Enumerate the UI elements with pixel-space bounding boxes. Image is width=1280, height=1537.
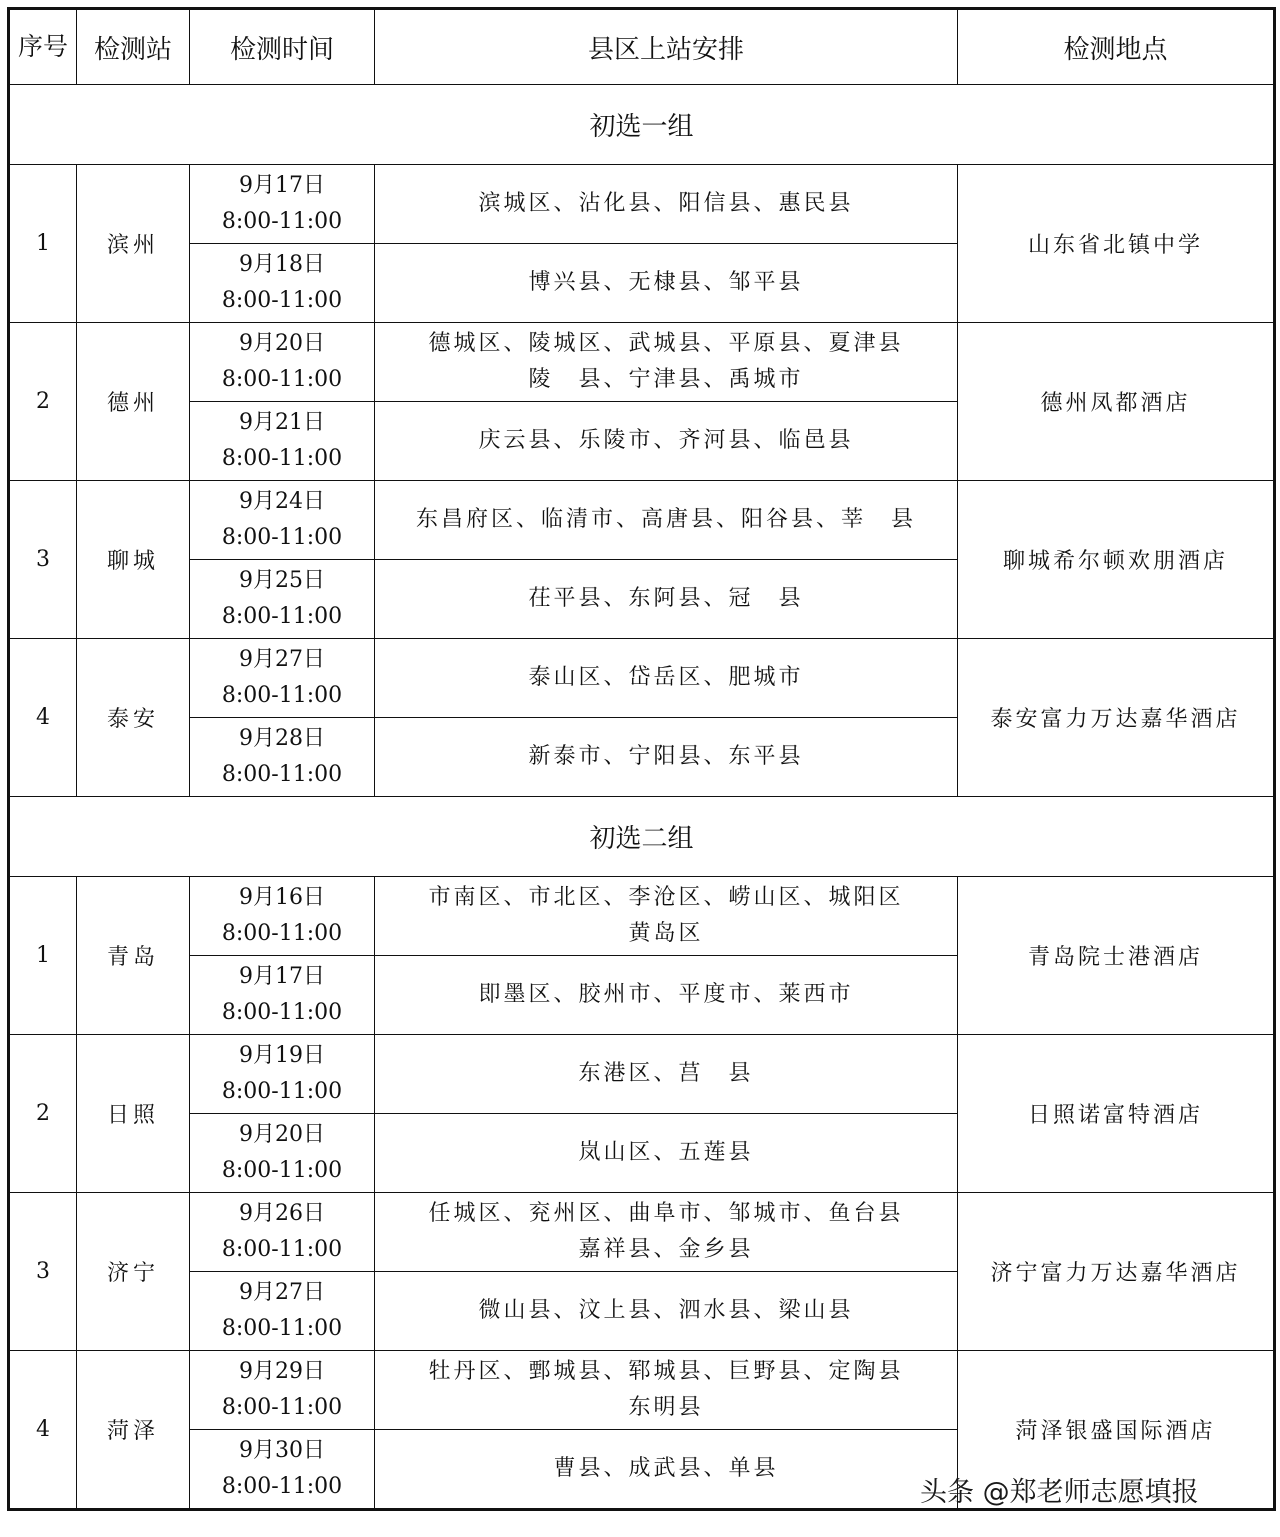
test-date: 9月28日 — [239, 726, 325, 751]
test-hours: 8:00-11:00 — [221, 683, 343, 708]
time-cell — [190, 1430, 375, 1510]
counties-cell — [375, 1114, 958, 1193]
county-line: 黄岛区 — [628, 921, 704, 946]
test-location: 泰安富力万达嘉华酒店 — [958, 639, 1275, 797]
counties-cell — [375, 481, 958, 560]
test-date: 9月16日 — [239, 885, 325, 910]
table-row — [9, 1351, 1275, 1430]
test-location: 山东省北镇中学 — [958, 165, 1275, 323]
header-seq: 序号 — [9, 9, 77, 85]
test-location: 日照诺富特酒店 — [958, 1035, 1275, 1193]
station-number: 4 — [9, 1351, 77, 1510]
schedule-body — [9, 85, 1275, 1510]
county-line: 茌平县、东阿县、冠 县 — [528, 586, 804, 611]
counties-cell — [375, 877, 958, 956]
test-hours: 8:00-11:00 — [221, 1000, 343, 1025]
time-cell — [190, 718, 375, 797]
test-date: 9月17日 — [239, 964, 325, 989]
test-hours: 8:00-11:00 — [221, 1079, 343, 1104]
test-location: 济宁富力万达嘉华酒店 — [958, 1193, 1275, 1351]
station-number: 2 — [9, 323, 77, 481]
group-row — [9, 85, 1275, 165]
test-hours: 8:00-11:00 — [221, 1395, 343, 1420]
station-name: 泰安 — [77, 639, 190, 797]
test-hours: 8:00-11:00 — [221, 367, 343, 392]
counties-cell — [375, 1272, 958, 1351]
counties-cell — [375, 402, 958, 481]
test-hours: 8:00-11:00 — [221, 1474, 343, 1499]
table-row — [9, 639, 1275, 718]
table-row — [9, 1035, 1275, 1114]
counties-cell — [375, 1351, 958, 1430]
time-cell — [190, 481, 375, 560]
county-line: 新泰市、宁阳县、东平县 — [528, 744, 804, 769]
time-cell — [190, 402, 375, 481]
counties-cell — [375, 956, 958, 1035]
header-station: 检测站 — [77, 9, 190, 85]
county-line: 东昌府区、临清市、高唐县、阳谷县、莘 县 — [415, 507, 916, 532]
test-hours: 8:00-11:00 — [221, 762, 343, 787]
table-row — [9, 323, 1275, 402]
time-cell — [190, 956, 375, 1035]
test-date: 9月30日 — [239, 1438, 325, 1463]
table-row — [9, 877, 1275, 956]
county-line: 微山县、汶上县、泗水县、梁山县 — [478, 1298, 854, 1323]
time-cell — [190, 1114, 375, 1193]
county-line: 曹县、成武县、单县 — [553, 1456, 779, 1481]
county-line: 市南区、市北区、李沧区、崂山区、城阳区 — [428, 885, 904, 910]
counties-cell — [375, 165, 958, 244]
station-number: 1 — [9, 165, 77, 323]
county-line: 博兴县、无棣县、邹平县 — [528, 270, 804, 295]
counties-cell — [375, 1193, 958, 1272]
time-cell — [190, 1035, 375, 1114]
test-hours: 8:00-11:00 — [221, 446, 343, 471]
county-line: 岚山区、五莲县 — [578, 1140, 754, 1165]
county-line: 德城区、陵城区、武城县、平原县、夏津县 — [428, 331, 904, 356]
test-date: 9月20日 — [239, 1122, 325, 1147]
station-name: 日照 — [77, 1035, 190, 1193]
test-hours: 8:00-11:00 — [221, 209, 343, 234]
county-line: 滨城区、沾化县、阳信县、惠民县 — [478, 191, 854, 216]
county-line: 东明县 — [628, 1395, 704, 1420]
time-cell — [190, 1272, 375, 1351]
schedule-table — [7, 7, 1276, 1511]
station-number: 3 — [9, 1193, 77, 1351]
test-date: 9月27日 — [239, 647, 325, 672]
counties-cell — [375, 718, 958, 797]
time-cell — [190, 323, 375, 402]
time-cell — [190, 1351, 375, 1430]
group-title: 初选二组 — [9, 797, 1275, 877]
test-date: 9月24日 — [239, 489, 325, 514]
header-row — [9, 9, 1275, 85]
time-cell — [190, 1193, 375, 1272]
time-cell — [190, 165, 375, 244]
counties-cell — [375, 560, 958, 639]
station-name: 滨州 — [77, 165, 190, 323]
county-line: 牡丹区、鄄城县、郓城县、巨野县、定陶县 — [428, 1359, 904, 1384]
time-cell — [190, 560, 375, 639]
test-hours: 8:00-11:00 — [221, 288, 343, 313]
station-name: 菏泽 — [77, 1351, 190, 1510]
test-hours: 8:00-11:00 — [221, 1237, 343, 1262]
county-line: 嘉祥县、金乡县 — [578, 1237, 754, 1262]
counties-cell — [375, 323, 958, 402]
test-hours: 8:00-11:00 — [221, 1316, 343, 1341]
station-name: 聊城 — [77, 481, 190, 639]
table-row — [9, 1193, 1275, 1272]
station-name: 济宁 — [77, 1193, 190, 1351]
test-hours: 8:00-11:00 — [221, 525, 343, 550]
test-date: 9月26日 — [239, 1201, 325, 1226]
test-date: 9月19日 — [239, 1043, 325, 1068]
test-date: 9月20日 — [239, 331, 325, 356]
counties-cell — [375, 1430, 958, 1510]
table-row — [9, 481, 1275, 560]
county-line: 泰山区、岱岳区、肥城市 — [528, 665, 804, 690]
group-title: 初选一组 — [9, 85, 1275, 165]
header-location: 检测地点 — [958, 9, 1275, 85]
test-location: 青岛院士港酒店 — [958, 877, 1275, 1035]
county-line: 陵 县、宁津县、禹城市 — [528, 367, 804, 392]
test-date: 9月29日 — [239, 1359, 325, 1384]
test-date: 9月25日 — [239, 568, 325, 593]
test-location: 聊城希尔顿欢朋酒店 — [958, 481, 1275, 639]
station-name: 德州 — [77, 323, 190, 481]
test-location: 菏泽银盛国际酒店 — [958, 1351, 1275, 1510]
test-hours: 8:00-11:00 — [221, 921, 343, 946]
counties-cell — [375, 244, 958, 323]
time-cell — [190, 639, 375, 718]
county-line: 任城区、兖州区、曲阜市、邹城市、鱼台县 — [428, 1201, 904, 1226]
station-number: 1 — [9, 877, 77, 1035]
time-cell — [190, 244, 375, 323]
county-line: 东港区、莒 县 — [578, 1061, 754, 1086]
header-counties: 县区上站安排 — [375, 9, 958, 85]
station-name: 青岛 — [77, 877, 190, 1035]
test-date: 9月21日 — [239, 410, 325, 435]
watermark: 头条 @郑老师志愿填报 — [920, 1477, 1199, 1508]
test-date: 9月17日 — [239, 173, 325, 198]
counties-cell — [375, 639, 958, 718]
counties-cell — [375, 1035, 958, 1114]
county-line: 即墨区、胶州市、平度市、莱西市 — [478, 982, 854, 1007]
group-row — [9, 797, 1275, 877]
test-hours: 8:00-11:00 — [221, 1158, 343, 1183]
test-date: 9月27日 — [239, 1280, 325, 1305]
station-number: 4 — [9, 639, 77, 797]
test-date: 9月18日 — [239, 252, 325, 277]
station-number: 2 — [9, 1035, 77, 1193]
station-number: 3 — [9, 481, 77, 639]
county-line: 庆云县、乐陵市、齐河县、临邑县 — [478, 428, 854, 453]
test-location: 德州凤都酒店 — [958, 323, 1275, 481]
test-hours: 8:00-11:00 — [221, 604, 343, 629]
header-time: 检测时间 — [190, 9, 375, 85]
table-row — [9, 165, 1275, 244]
time-cell — [190, 877, 375, 956]
